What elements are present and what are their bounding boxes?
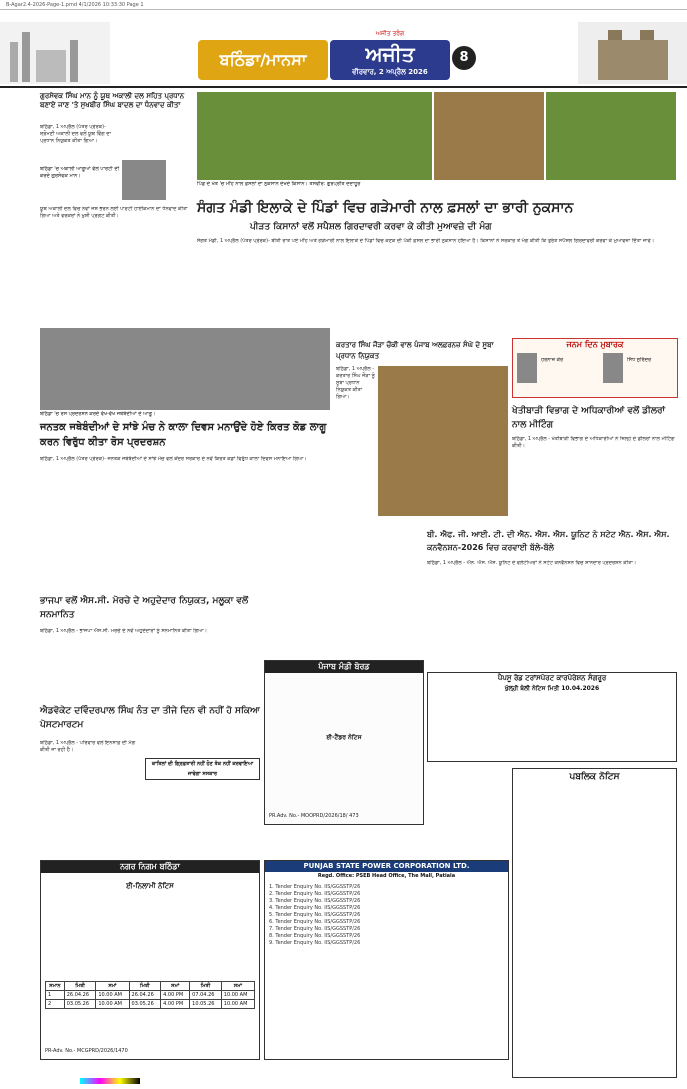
mandi-ad-subtitle: ਈ-ਟੈਂਡਰ ਨੋਟਿਸ [326, 734, 362, 741]
story3-headline: ਕਰਤਾਰ ਸਿੰਘ ਜੌੜਾ ਚੌਕੀ ਵਾਲ ਪੰਜਾਬ ਅਲਫ਼ਰਨਜ਼ ਸੰਘੇ ਦੇ ਸੂਬਾ ਪ੍ਰਧਾਨ ਨਿਯੁਕਤ [336, 341, 494, 360]
story7-headline: ਭਾਜਪਾ ਵਲੋਂ ਐਸ.ਸੀ. ਮੋਰਚੇ ਦੇ ਅਹੁਦੇਦਾਰ ਨਿਯੁਕਤ, ਮਲੂਕਾ ਵਲੋਂ ਸਨਮਾਨਿਤ [40, 596, 249, 620]
transport-ad-title: ਪੈਪਸੂ ਰੋਡ ਟਰਾਂਸਪੋਰਟ ਕਾਰਪੋਰੇਸ਼ਨ ਸੰਗਰੂਰ [497, 674, 607, 682]
story1-body: ਬਠਿੰਡਾ, 1 ਅਪ੍ਰੈਲ (ਪੱਤਰ ਪ੍ਰੇਰਕ)- ਸ਼੍ਰੋਮਣੀ ਅਕਾਲੀ ਦਲ ਵਲੋਂ ਯੂਥ ਵਿੰਗ ਦਾ ਪ੍ਰਧਾਨ ਨਿਯੁਕਤ ਕੀਤਾ ਗਿਆ। [40, 124, 112, 144]
story1-photo-caption: ਬਠਿੰਡਾ 'ਚ ਅਕਾਲੀ ਆਗੂਆਂ ਵੱਲੋਂ ਪਾਰਟੀ ਦੀ ਕਰਦੇ ਗੁਰਸੇਵਕ ਮਾਨ। [40, 166, 120, 179]
birthday-photo-left [517, 353, 537, 383]
story4-headline: ਜਨਤਕ ਜਥੇਬੰਦੀਆਂ ਦੇ ਸਾਂਝੇ ਮੰਚ ਨੇ ਕਾਲਾ ਦਿਵਸ ਮਨਾਉਂਦੇ ਹੋਏ ਕਿਰਤ ਕੋਡ ਲਾਗੂ ਕਰਨ ਵਿਰੁੱਧ ਕੀਤਾ ਰੋਸ ਪ੍ਰਦਰਸ਼ਨ [40, 422, 327, 448]
table-cell: 10.05.26 [190, 1000, 222, 1009]
story3-body: ਬਠਿੰਡਾ, 1 ਅਪ੍ਰੈਲ - ਕਰਤਾਰ ਸਿੰਘ ਜੌੜਾ ਨੂੰ ਸੂਬਾ ਪ੍ਰਧਾਨ ਨਿਯੁਕਤ ਕੀਤਾ ਗਿਆ। [336, 366, 375, 400]
list-item: 8. Tender Enquiry No. IIS/GGSSTP/26 [269, 933, 361, 939]
nagar-table-header [46, 982, 255, 991]
masthead-date: ਵੀਰਵਾਰ, 2 ਅਪ੍ਰੈਲ 2026 [352, 68, 428, 76]
table-cell: 26.04.26 [129, 991, 161, 1000]
table-cell: 03.05.26 [64, 1000, 96, 1009]
fort-icon [578, 22, 687, 84]
masthead-rule [0, 86, 687, 88]
nagar-th: ਮਿਤੀ [64, 982, 96, 991]
story8-headline: ਐਡਵੋਕੇਟ ਦਵਿੰਦਰਪਾਲ ਸਿੰਘ ਨੰਤ ਦਾ ਤੀਜੇ ਦਿਨ ਵੀ ਨਹੀਂ ਹੋ ਸਕਿਆ ਪੋਸਟਮਾਰਟਮ [40, 706, 260, 730]
list-item: 3. Tender Enquiry No. IIS/GGSSTP/26 [269, 898, 361, 904]
nagar-th: ਸਮਾਂ [161, 982, 190, 991]
table-row [46, 991, 255, 1000]
story8-sub: ਕਾਤਿਲਾਂ ਦੀ ਗ੍ਰਿਫ਼ਤਾਰੀ ਨਹੀਂ ਹੋਣ ਤੱਕ ਨਹੀਂ ਕਰਵਾਇਆ ਜਾਵੇਗਾ ਸਸਕਾਰ [145, 758, 260, 780]
color-calibration-bar [80, 1078, 140, 1084]
skyline-illustration [0, 22, 110, 84]
transport-ad [427, 672, 677, 762]
list-item: 4. Tender Enquiry No. IIS/GGSSTP/26 [269, 905, 361, 911]
mandi-ad [264, 660, 424, 825]
story4-body: ਬਠਿੰਡਾ, 1 ਅਪ੍ਰੈਲ (ਪੱਤਰ ਪ੍ਰੇਰਕ)- ਜਨਤਕ ਜਥੇਬੰਦੀਆਂ ਦੇ ਸਾਂਝੇ ਮੰਚ ਵਲੋਂ ਕੇਂਦਰ ਸਰਕਾਰ ਦੇ ਨਵੇਂ ਕਿਰਤ ਕੋਡਾਂ ਵਿਰੁੱਧ ਕਾਲਾ ਦਿਵਸ ਮਨਾਇਆ ਗਿਆ। [40, 456, 307, 462]
section-name: ਬਠਿੰਡਾ/ਮਾਨਸਾ [198, 40, 328, 80]
transport-ad-subtitle: ਖੁੱਲ੍ਹੀ ਬੋਲੀ ਨੋਟਿਸ ਮਿਤੀ 10.04.2026 [504, 685, 600, 692]
table-row [46, 1000, 255, 1009]
public-notice [512, 768, 677, 1078]
birthday-photo-right [603, 353, 623, 383]
table-cell: 26.04.26 [64, 991, 96, 1000]
story1-photo [122, 160, 166, 200]
table-cell: 1 [46, 991, 65, 1000]
list-item: 6. Tender Enquiry No. IIS/GGSSTP/26 [269, 919, 361, 925]
list-item: 1. Tender Enquiry No. IIS/GGSSTP/26 [269, 884, 361, 890]
story6-headline: ਬੀ. ਐਫ. ਜੀ. ਆਈ. ਟੀ. ਦੀ ਐਨ. ਐਸ. ਐਸ. ਯੂਨਿਟ ਨੇ ਸਟੇਟ ਐਨ. ਐਸ. ਐਸ. ਕਨਵੈਨਸ਼ਨ-2026 ਵਿਚ ਕਰਵਾਈ ਬੱਲੇ-ਬੱਲੇ [427, 530, 670, 552]
story3-photo [378, 366, 508, 516]
masthead-brand [330, 40, 450, 80]
story7-body: ਬਠਿੰਡਾ, 1 ਅਪ੍ਰੈਲ - ਭਾਜਪਾ ਐਸ.ਸੀ. ਮੋਰਚੇ ਦੇ ਨਵੇਂ ਅਹੁਦੇਦਾਰਾਂ ਨੂੰ ਸਨਮਾਨਿਤ ਕੀਤਾ ਗਿਆ। [40, 628, 208, 634]
story4-photo [40, 328, 330, 410]
story2-subheadline: ਪੀੜਤ ਕਿਸਾਨਾਂ ਵਲੋਂ ਸਪੈਸ਼ਲ ਗਿਰਦਾਵਰੀ ਕਰਵਾ ਕੇ ਕੀਤੀ ਮੁਆਵਜ਼ੇ ਦੀ ਮੰਗ [250, 222, 492, 232]
nagar-ad-subtitle: ਈ-ਨਿਲਾਮੀ ਨੋਟਿਸ [126, 882, 174, 890]
pspcl-ad [264, 860, 509, 1060]
list-item: 5. Tender Enquiry No. IIS/GGSSTP/26 [269, 912, 361, 918]
nagar-th: ਸਮਾਂ [96, 982, 129, 991]
table-cell: 10.00 AM [221, 1000, 254, 1009]
story5-body: ਬਠਿੰਡਾ, 1 ਅਪ੍ਰੈਲ - ਖੇਤੀਬਾੜੀ ਵਿਭਾਗ ਦੇ ਅਧਿਕਾਰੀਆਂ ਨੇ ਜ਼ਿਲ੍ਹੇ ਦੇ ਡੀਲਰਾਂ ਨਾਲ ਮੀਟਿੰਗ ਕੀਤੀ। [512, 436, 675, 449]
nagar-ad-pr-code: PR-Adv. No.- MCGPRD/2026/1470 [45, 1048, 128, 1054]
nagar-ad [40, 860, 260, 1060]
story1-body-continued: ਯੂਥ ਅਕਾਲੀ ਦਲ ਵਿਚ ਨਵਾਂ ਜੋਸ਼ ਭਰਨ ਲਈ ਪਾਰਟੀ ਹਾਈਕਮਾਨ ਦਾ ਧੰਨਵਾਦ ਕੀਤਾ ਗਿਆ ਅਤੇ ਵਰਕਰਾਂ ਨੇ ਖੁਸ਼ੀ ਪ੍ਰਗਟ ਕੀਤੀ। [40, 206, 188, 219]
story2-caption: ਪਿੰਡ ਦੇ ਖੇਤ 'ਚ ਮੀਂਹ ਨਾਲ ਫ਼ਸਲਾਂ ਦਾ ਨੁਕਸਾਨ ਦੇਖਦੇ ਕਿਸਾਨ। ਤਸਵੀਰ: ਗੁਰਪ੍ਰੀਤ ਦਦਾਹੂਰ [197, 181, 361, 187]
mandi-ad-pr-code: PR.Adv. No.- MOOPRD/2026/18/ 473 [269, 813, 359, 819]
factory-icon [0, 22, 110, 84]
table-cell: 10.00 AM [96, 991, 129, 1000]
birthday-name-right: ਸਿੱਧ ਸੁਰਿੰਦਰ [627, 357, 652, 363]
story2-photo-right [546, 92, 676, 180]
story2-headline: ਸੰਗਤ ਮੰਡੀ ਇਲਾਕੇ ਦੇ ਪਿੰਡਾਂ ਵਿਚ ਗੜੇਮਾਰੀ ਨਾਲ ਫ਼ਸਲਾਂ ਦਾ ਭਾਰੀ ਨੁਕਸਾਨ [197, 200, 574, 216]
pspcl-ad-title: PUNJAB STATE POWER CORPORATION LTD. [265, 861, 508, 872]
table-cell: 4.00 PM [161, 1000, 190, 1009]
table-cell: 10.00 AM [96, 1000, 129, 1009]
fort-illustration [578, 22, 687, 84]
birthday-title: ਜਨਮ ਦਿਨ ਮੁਬਾਰਕ [566, 340, 624, 349]
list-item: 7. Tender Enquiry No. IIS/GGSSTP/26 [269, 926, 361, 932]
pspcl-ad-subtitle: Regd. Office: PSEB Head Office, The Mall, Patiala [317, 873, 456, 879]
story5-headline: ਖੇਤੀਬਾੜੀ ਵਿਭਾਗ ਦੇ ਅਧਿਕਾਰੀਆਂ ਵਲੋਂ ਡੀਲਰਾਂ ਨਾਲ ਮੀਟਿੰਗ [512, 406, 666, 430]
story1-headline: ਗੁਰਸੇਵਕ ਸਿੰਘ ਮਾਨ ਨੂੰ ਯੂਥ ਅਕਾਲੀ ਦਲ ਸਹਿਤ ਪ੍ਰਧਾਨ ਬਣਾਏ ਜਾਣ 'ਤੇ ਸੁਖਬੀਰ ਸਿੰਘ ਬਾਦਲ ਦਾ ਧੰਨਵਾਦ ਕੀਤਾ [40, 92, 185, 109]
list-item: 9. Tender Enquiry No. IIS/GGSSTP/26 [269, 940, 361, 946]
table-cell: 4.00 PM [161, 991, 190, 1000]
masthead-tagline: ਅਜੀਤ ਤਰੰਗ [375, 30, 405, 37]
story2-body: ਸੰਗਤ ਮੰਡੀ, 1 ਅਪ੍ਰੈਲ (ਪੱਤਰ ਪ੍ਰੇਰਕ)- ਬੀਤੀ ਰਾਤ ਪਏ ਮੀਂਹ ਅਤੇ ਗੜੇਮਾਰੀ ਨਾਲ ਇਲਾਕੇ ਦੇ ਪਿੰਡਾਂ ਵਿਚ ਕਣਕ ਦੀ ਪੱਕੀ ਫ਼ਸਲ ਦਾ ਭਾਰੀ ਨੁਕਸਾਨ ਹੋਇਆ ਹੈ। ਕਿਸਾਨਾਂ ਨੇ ਸਰਕਾਰ ਤੋਂ ਮੰਗ ਕੀਤੀ ਕਿ ਤੁਰੰਤ ਸਪੈਸ਼ਲ ਗਿਰਦਾਵਰੀ ਕਰਵਾ ਕੇ ਮੁਆਵਜ਼ਾ ਦਿੱਤਾ ਜਾਵੇ। [197, 238, 655, 244]
nagar-ad-title: ਨਗਰ ਨਿਗਮ ਬਠਿੰਡਾ [41, 861, 259, 873]
story2-photo-left [197, 92, 432, 180]
paper-name: ਅਜੀਤ [365, 42, 415, 66]
page-number: 8 [452, 46, 476, 70]
birthday-name-left: ਹਰਨਾਜ਼ ਕੌਰ [541, 357, 564, 363]
print-slug: B-Agar2.4-2026-Page-1.pmd 4/1/2026 10:33:30 Page 1 [0, 0, 687, 10]
nagar-th: ਮਿਤੀ [190, 982, 222, 991]
list-item: 2. Tender Enquiry No. IIS/GGSSTP/26 [269, 891, 361, 897]
table-cell: 07.04.26 [190, 991, 222, 1000]
table-cell: 03.05.26 [129, 1000, 161, 1009]
nagar-th: ਸਮਾਨ [46, 982, 65, 991]
story8-body: ਬਠਿੰਡਾ, 1 ਅਪ੍ਰੈਲ - ਪਰਿਵਾਰ ਵਲੋਂ ਇਨਸਾਫ਼ ਦੀ ਮੰਗ ਕੀਤੀ ਜਾ ਰਹੀ ਹੈ। [40, 740, 136, 753]
public-notice-title: ਪਬਲਿਕ ਨੋਟਿਸ [569, 772, 620, 782]
nagar-th: ਸਮਾਂ [221, 982, 254, 991]
mandi-ad-title: ਪੰਜਾਬ ਮੰਡੀ ਬੋਰਡ [265, 661, 423, 673]
table-cell: 2 [46, 1000, 65, 1009]
table-cell: 10.00 AM [221, 991, 254, 1000]
story4-photo-caption: ਬਠਿੰਡਾ 'ਚ ਰੋਸ ਪ੍ਰਦਰਸ਼ਨ ਕਰਦੇ ਵੱਖ-ਵੱਖ ਜਥੇਬੰਦੀਆਂ ਦੇ ਆਗੂ। [40, 411, 156, 417]
story2-photo-middle [434, 92, 544, 180]
pspcl-ad-items [265, 880, 508, 951]
nagar-th: ਮਿਤੀ [129, 982, 161, 991]
nagar-ad-table [45, 981, 255, 1009]
birthday-box [512, 338, 678, 398]
story6-body: ਬਠਿੰਡਾ, 1 ਅਪ੍ਰੈਲ - ਐਨ. ਐਸ. ਐਸ. ਯੂਨਿਟ ਦੇ ਵਲੰਟੀਅਰਾਂ ਨੇ ਸਟੇਟ ਕਨਵੈਨਸ਼ਨ ਵਿਚ ਸ਼ਾਨਦਾਰ ਪ੍ਰਦਰਸ਼ਨ ਕੀਤਾ। [427, 560, 637, 566]
